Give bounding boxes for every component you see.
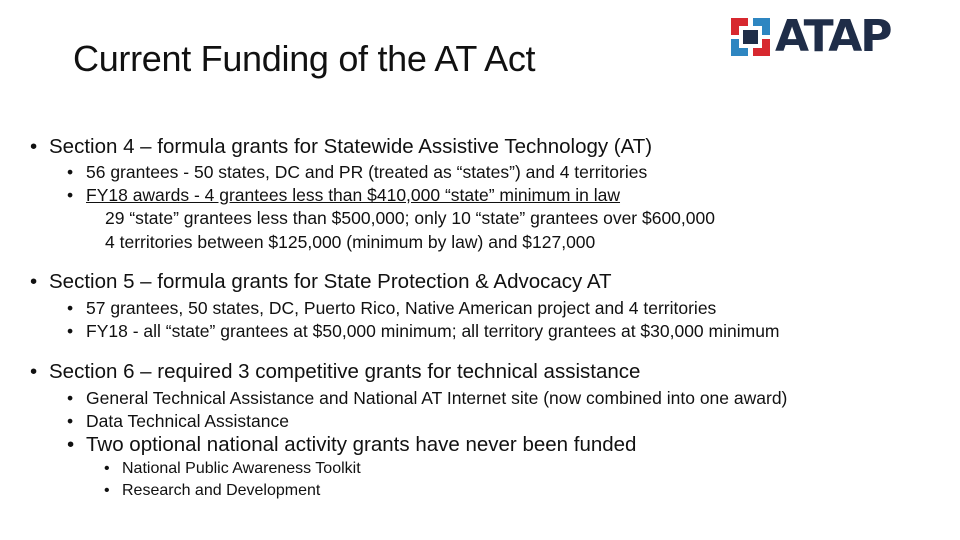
slide-title: Current Funding of the AT Act (73, 38, 536, 79)
bullet-icon: • (67, 298, 74, 318)
list-item-text: Two optional national activity grants have never been funded (86, 433, 637, 456)
atap-logo (731, 11, 891, 62)
list-item-text: FY18 - all “state” grantees at $50,000 minimum; all territory grantees at $30,000 minimum (86, 321, 780, 341)
bullet-icon: • (67, 433, 75, 456)
list-item-text: General Technical Assistance and National AT Internet site (now combined into one award) (86, 388, 788, 408)
bullet-icon: • (67, 411, 74, 431)
continuation-line: 29 “state” grantees less than $500,000; only 10 “state” grantees over $600,000 (105, 208, 715, 228)
sub-list-item-text: National Public Awareness Toolkit (122, 460, 361, 477)
bullet-icon: • (67, 185, 74, 205)
list-item-text: 56 grantees - 50 states, DC and PR (treated as “states”) and 4 territories (86, 162, 648, 182)
sub-list-item-text: Research and Development (122, 482, 321, 499)
bullet-icon: • (67, 388, 74, 408)
bullet-icon: • (30, 135, 38, 158)
list-item-text: Data Technical Assistance (86, 411, 289, 431)
continuation-line: 4 territories between $125,000 (minimum by law) and $127,000 (105, 232, 596, 252)
list-item-text: FY18 awards - 4 grantees less than $410,000 “state” minimum in law (86, 185, 621, 205)
bullet-icon: • (30, 270, 38, 293)
atap-logo-text: ATAP (775, 11, 891, 62)
bullet-icon: • (67, 162, 74, 182)
bullet-icon: • (30, 360, 38, 383)
bullet-icon: • (104, 482, 110, 499)
atap-logo-mark-icon (731, 18, 771, 56)
bullet-icon: • (67, 321, 74, 341)
section-heading-text: Section 6 – required 3 competitive grants for technical assistance (49, 360, 641, 383)
bullet-icon: • (104, 460, 110, 477)
section-heading-text: Section 4 – formula grants for Statewide Assistive Technology (AT) (49, 135, 653, 158)
list-item-text: 57 grantees, 50 states, DC, Puerto Rico, Native American project and 4 territories (86, 298, 717, 318)
section-heading-text: Section 5 – formula grants for State Protection & Advocacy AT (49, 270, 612, 293)
